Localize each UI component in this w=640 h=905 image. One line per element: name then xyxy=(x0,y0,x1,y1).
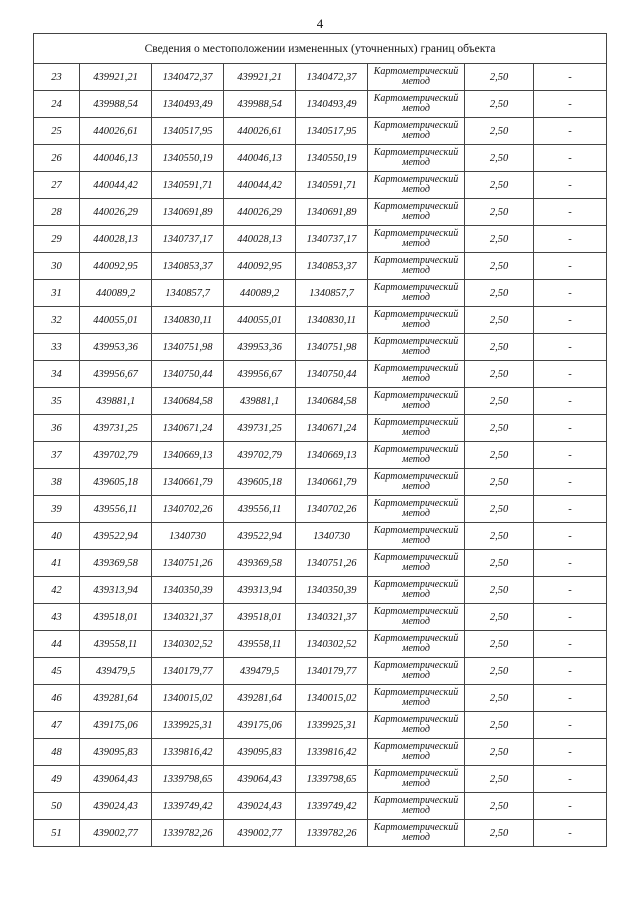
accuracy-cell: 2,50 xyxy=(465,766,534,793)
accuracy-cell: 2,50 xyxy=(465,280,534,307)
y-existing-cell: 1340737,17 xyxy=(152,226,224,253)
description-cell: - xyxy=(534,739,607,766)
accuracy-cell: 2,50 xyxy=(465,145,534,172)
accuracy-cell: 2,50 xyxy=(465,442,534,469)
y-refined-cell: 1340015,02 xyxy=(296,685,368,712)
y-refined-cell: 1340493,49 xyxy=(296,91,368,118)
method-cell: Картометрический метод xyxy=(368,91,465,118)
method-cell: Картометрический метод xyxy=(368,280,465,307)
y-refined-cell: 1340751,98 xyxy=(296,334,368,361)
point-number-cell: 41 xyxy=(34,550,80,577)
y-refined-cell: 1340179,77 xyxy=(296,658,368,685)
table-row xyxy=(34,685,607,712)
table-row xyxy=(34,766,607,793)
point-number-cell: 23 xyxy=(34,64,80,91)
y-refined-cell: 1340830,11 xyxy=(296,307,368,334)
description-cell: - xyxy=(534,91,607,118)
description-cell: - xyxy=(534,64,607,91)
x-existing-cell: 439522,94 xyxy=(80,523,152,550)
x-existing-cell: 440089,2 xyxy=(80,280,152,307)
x-existing-cell: 439024,43 xyxy=(80,793,152,820)
y-refined-cell: 1340302,52 xyxy=(296,631,368,658)
description-cell: - xyxy=(534,712,607,739)
x-existing-cell: 439881,1 xyxy=(80,388,152,415)
table-row xyxy=(34,118,607,145)
x-existing-cell: 439002,77 xyxy=(80,820,152,847)
x-refined-cell: 440092,95 xyxy=(224,253,296,280)
x-existing-cell: 439605,18 xyxy=(80,469,152,496)
point-number-cell: 43 xyxy=(34,604,80,631)
x-refined-cell: 440046,13 xyxy=(224,145,296,172)
method-cell: Картометрический метод xyxy=(368,226,465,253)
y-existing-cell: 1340302,52 xyxy=(152,631,224,658)
y-existing-cell: 1340517,95 xyxy=(152,118,224,145)
description-cell: - xyxy=(534,820,607,847)
x-existing-cell: 440026,29 xyxy=(80,199,152,226)
x-existing-cell: 439064,43 xyxy=(80,766,152,793)
description-cell: - xyxy=(534,172,607,199)
x-existing-cell: 439558,11 xyxy=(80,631,152,658)
description-cell: - xyxy=(534,415,607,442)
point-number-cell: 34 xyxy=(34,361,80,388)
y-refined-cell: 1340550,19 xyxy=(296,145,368,172)
method-cell: Картометрический метод xyxy=(368,388,465,415)
y-existing-cell: 1340550,19 xyxy=(152,145,224,172)
accuracy-cell: 2,50 xyxy=(465,118,534,145)
point-number-cell: 44 xyxy=(34,631,80,658)
description-cell: - xyxy=(534,145,607,172)
x-refined-cell: 439921,21 xyxy=(224,64,296,91)
method-cell: Картометрический метод xyxy=(368,469,465,496)
accuracy-cell: 2,50 xyxy=(465,253,534,280)
y-existing-cell: 1339798,65 xyxy=(152,766,224,793)
y-existing-cell: 1340321,37 xyxy=(152,604,224,631)
point-number-cell: 25 xyxy=(34,118,80,145)
x-refined-cell: 439281,64 xyxy=(224,685,296,712)
method-cell: Картометрический метод xyxy=(368,658,465,685)
x-existing-cell: 439956,67 xyxy=(80,361,152,388)
y-refined-cell: 1339782,26 xyxy=(296,820,368,847)
method-cell: Картометрический метод xyxy=(368,631,465,658)
method-cell: Картометрический метод xyxy=(368,145,465,172)
description-cell: - xyxy=(534,631,607,658)
y-refined-cell: 1339925,31 xyxy=(296,712,368,739)
method-cell: Картометрический метод xyxy=(368,604,465,631)
point-number-cell: 46 xyxy=(34,685,80,712)
point-number-cell: 32 xyxy=(34,307,80,334)
y-existing-cell: 1339816,42 xyxy=(152,739,224,766)
point-number-cell: 37 xyxy=(34,442,80,469)
x-refined-cell: 439988,54 xyxy=(224,91,296,118)
point-number-cell: 30 xyxy=(34,253,80,280)
description-cell: - xyxy=(534,199,607,226)
method-cell: Картометрический метод xyxy=(368,739,465,766)
y-refined-cell: 1340857,7 xyxy=(296,280,368,307)
x-refined-cell: 439369,58 xyxy=(224,550,296,577)
x-refined-cell: 439095,83 xyxy=(224,739,296,766)
x-existing-cell: 440026,61 xyxy=(80,118,152,145)
x-existing-cell: 439313,94 xyxy=(80,577,152,604)
x-existing-cell: 439921,21 xyxy=(80,64,152,91)
description-cell: - xyxy=(534,334,607,361)
table-row xyxy=(34,658,607,685)
x-refined-cell: 439479,5 xyxy=(224,658,296,685)
table-row xyxy=(34,550,607,577)
accuracy-cell: 2,50 xyxy=(465,307,534,334)
x-existing-cell: 439518,01 xyxy=(80,604,152,631)
y-existing-cell: 1340661,79 xyxy=(152,469,224,496)
x-existing-cell: 439095,83 xyxy=(80,739,152,766)
x-refined-cell: 439558,11 xyxy=(224,631,296,658)
table-row xyxy=(34,334,607,361)
accuracy-cell: 2,50 xyxy=(465,199,534,226)
point-number-cell: 28 xyxy=(34,199,80,226)
method-cell: Картометрический метод xyxy=(368,820,465,847)
y-existing-cell: 1340730 xyxy=(152,523,224,550)
table-row xyxy=(34,631,607,658)
description-cell: - xyxy=(534,388,607,415)
table-row xyxy=(34,793,607,820)
y-refined-cell: 1340350,39 xyxy=(296,577,368,604)
boundary-coordinates-table xyxy=(33,33,607,847)
y-refined-cell: 1340853,37 xyxy=(296,253,368,280)
point-number-cell: 33 xyxy=(34,334,80,361)
accuracy-cell: 2,50 xyxy=(465,496,534,523)
x-refined-cell: 440089,2 xyxy=(224,280,296,307)
table-row xyxy=(34,172,607,199)
y-refined-cell: 1339816,42 xyxy=(296,739,368,766)
point-number-cell: 49 xyxy=(34,766,80,793)
y-refined-cell: 1339798,65 xyxy=(296,766,368,793)
table-row xyxy=(34,577,607,604)
section-title: Сведения о местоположении измененных (уточненных) границ объекта xyxy=(34,34,607,64)
method-cell: Картометрический метод xyxy=(368,793,465,820)
method-cell: Картометрический метод xyxy=(368,118,465,145)
accuracy-cell: 2,50 xyxy=(465,361,534,388)
x-refined-cell: 439518,01 xyxy=(224,604,296,631)
table-row xyxy=(34,280,607,307)
accuracy-cell: 2,50 xyxy=(465,712,534,739)
table-row xyxy=(34,91,607,118)
description-cell: - xyxy=(534,496,607,523)
table-row xyxy=(34,253,607,280)
y-existing-cell: 1340671,24 xyxy=(152,415,224,442)
x-existing-cell: 439369,58 xyxy=(80,550,152,577)
method-cell: Картометрический метод xyxy=(368,253,465,280)
x-existing-cell: 439988,54 xyxy=(80,91,152,118)
accuracy-cell: 2,50 xyxy=(465,658,534,685)
y-existing-cell: 1340857,7 xyxy=(152,280,224,307)
description-cell: - xyxy=(534,550,607,577)
table-row xyxy=(34,442,607,469)
x-refined-cell: 439605,18 xyxy=(224,469,296,496)
point-number-cell: 27 xyxy=(34,172,80,199)
x-existing-cell: 439731,25 xyxy=(80,415,152,442)
table-row xyxy=(34,739,607,766)
y-existing-cell: 1340493,49 xyxy=(152,91,224,118)
description-cell: - xyxy=(534,577,607,604)
accuracy-cell: 2,50 xyxy=(465,64,534,91)
x-refined-cell: 440028,13 xyxy=(224,226,296,253)
y-refined-cell: 1339749,42 xyxy=(296,793,368,820)
description-cell: - xyxy=(534,658,607,685)
method-cell: Картометрический метод xyxy=(368,415,465,442)
x-refined-cell: 440044,42 xyxy=(224,172,296,199)
y-refined-cell: 1340684,58 xyxy=(296,388,368,415)
y-existing-cell: 1340751,98 xyxy=(152,334,224,361)
table-row xyxy=(34,64,607,91)
y-existing-cell: 1340472,37 xyxy=(152,64,224,91)
y-refined-cell: 1340472,37 xyxy=(296,64,368,91)
table-row xyxy=(34,820,607,847)
y-refined-cell: 1340750,44 xyxy=(296,361,368,388)
y-refined-cell: 1340751,26 xyxy=(296,550,368,577)
accuracy-cell: 2,50 xyxy=(465,91,534,118)
x-existing-cell: 439281,64 xyxy=(80,685,152,712)
point-number-cell: 35 xyxy=(34,388,80,415)
x-refined-cell: 439702,79 xyxy=(224,442,296,469)
description-cell: - xyxy=(534,469,607,496)
description-cell: - xyxy=(534,226,607,253)
y-existing-cell: 1340591,71 xyxy=(152,172,224,199)
x-refined-cell: 439002,77 xyxy=(224,820,296,847)
method-cell: Картометрический метод xyxy=(368,712,465,739)
method-cell: Картометрический метод xyxy=(368,334,465,361)
point-number-cell: 51 xyxy=(34,820,80,847)
x-existing-cell: 439175,06 xyxy=(80,712,152,739)
y-existing-cell: 1339782,26 xyxy=(152,820,224,847)
y-refined-cell: 1340661,79 xyxy=(296,469,368,496)
point-number-cell: 39 xyxy=(34,496,80,523)
method-cell: Картометрический метод xyxy=(368,64,465,91)
point-number-cell: 31 xyxy=(34,280,80,307)
y-existing-cell: 1340750,44 xyxy=(152,361,224,388)
method-cell: Картометрический метод xyxy=(368,523,465,550)
x-existing-cell: 439702,79 xyxy=(80,442,152,469)
point-number-cell: 45 xyxy=(34,658,80,685)
y-existing-cell: 1340702,26 xyxy=(152,496,224,523)
table-row xyxy=(34,199,607,226)
table-row xyxy=(34,604,607,631)
x-existing-cell: 439953,36 xyxy=(80,334,152,361)
description-cell: - xyxy=(534,766,607,793)
description-cell: - xyxy=(534,307,607,334)
x-refined-cell: 439064,43 xyxy=(224,766,296,793)
method-cell: Картометрический метод xyxy=(368,199,465,226)
x-existing-cell: 440028,13 xyxy=(80,226,152,253)
y-refined-cell: 1340730 xyxy=(296,523,368,550)
point-number-cell: 29 xyxy=(34,226,80,253)
table-row xyxy=(34,415,607,442)
point-number-cell: 24 xyxy=(34,91,80,118)
point-number-cell: 26 xyxy=(34,145,80,172)
x-existing-cell: 440044,42 xyxy=(80,172,152,199)
table-row xyxy=(34,496,607,523)
description-cell: - xyxy=(534,685,607,712)
accuracy-cell: 2,50 xyxy=(465,793,534,820)
y-existing-cell: 1340751,26 xyxy=(152,550,224,577)
y-existing-cell: 1339749,42 xyxy=(152,793,224,820)
y-refined-cell: 1340702,26 xyxy=(296,496,368,523)
y-existing-cell: 1340179,77 xyxy=(152,658,224,685)
y-existing-cell: 1340684,58 xyxy=(152,388,224,415)
accuracy-cell: 2,50 xyxy=(465,604,534,631)
x-existing-cell: 439479,5 xyxy=(80,658,152,685)
x-refined-cell: 440026,61 xyxy=(224,118,296,145)
point-number-cell: 38 xyxy=(34,469,80,496)
accuracy-cell: 2,50 xyxy=(465,469,534,496)
page-number: 4 xyxy=(316,16,324,31)
method-cell: Картометрический метод xyxy=(368,496,465,523)
accuracy-cell: 2,50 xyxy=(465,550,534,577)
accuracy-cell: 2,50 xyxy=(465,334,534,361)
y-refined-cell: 1340669,13 xyxy=(296,442,368,469)
point-number-cell: 36 xyxy=(34,415,80,442)
description-cell: - xyxy=(534,361,607,388)
method-cell: Картометрический метод xyxy=(368,307,465,334)
table-row xyxy=(34,226,607,253)
x-refined-cell: 439175,06 xyxy=(224,712,296,739)
x-refined-cell: 439881,1 xyxy=(224,388,296,415)
x-refined-cell: 439731,25 xyxy=(224,415,296,442)
point-number-cell: 42 xyxy=(34,577,80,604)
y-existing-cell: 1340830,11 xyxy=(152,307,224,334)
accuracy-cell: 2,50 xyxy=(465,523,534,550)
x-refined-cell: 439953,36 xyxy=(224,334,296,361)
table-row xyxy=(34,307,607,334)
method-cell: Картометрический метод xyxy=(368,442,465,469)
accuracy-cell: 2,50 xyxy=(465,739,534,766)
y-existing-cell: 1340853,37 xyxy=(152,253,224,280)
point-number-cell: 40 xyxy=(34,523,80,550)
description-cell: - xyxy=(534,604,607,631)
y-refined-cell: 1340737,17 xyxy=(296,226,368,253)
x-refined-cell: 440055,01 xyxy=(224,307,296,334)
y-existing-cell: 1340669,13 xyxy=(152,442,224,469)
accuracy-cell: 2,50 xyxy=(465,172,534,199)
method-cell: Картометрический метод xyxy=(368,766,465,793)
accuracy-cell: 2,50 xyxy=(465,388,534,415)
x-refined-cell: 439024,43 xyxy=(224,793,296,820)
y-refined-cell: 1340591,71 xyxy=(296,172,368,199)
method-cell: Картометрический метод xyxy=(368,550,465,577)
accuracy-cell: 2,50 xyxy=(465,685,534,712)
x-refined-cell: 439313,94 xyxy=(224,577,296,604)
table-row xyxy=(34,523,607,550)
description-cell: - xyxy=(534,793,607,820)
y-refined-cell: 1340517,95 xyxy=(296,118,368,145)
method-cell: Картометрический метод xyxy=(368,172,465,199)
section-title-row xyxy=(34,34,607,64)
point-number-cell: 48 xyxy=(34,739,80,766)
y-existing-cell: 1340691,89 xyxy=(152,199,224,226)
x-existing-cell: 440055,01 xyxy=(80,307,152,334)
y-existing-cell: 1339925,31 xyxy=(152,712,224,739)
x-refined-cell: 439956,67 xyxy=(224,361,296,388)
accuracy-cell: 2,50 xyxy=(465,820,534,847)
accuracy-cell: 2,50 xyxy=(465,577,534,604)
description-cell: - xyxy=(534,118,607,145)
table-row xyxy=(34,145,607,172)
method-cell: Картометрический метод xyxy=(368,577,465,604)
table-row xyxy=(34,361,607,388)
method-cell: Картометрический метод xyxy=(368,685,465,712)
point-number-cell: 47 xyxy=(34,712,80,739)
description-cell: - xyxy=(534,253,607,280)
y-refined-cell: 1340691,89 xyxy=(296,199,368,226)
table-row xyxy=(34,712,607,739)
accuracy-cell: 2,50 xyxy=(465,631,534,658)
y-existing-cell: 1340350,39 xyxy=(152,577,224,604)
table-row xyxy=(34,388,607,415)
y-refined-cell: 1340321,37 xyxy=(296,604,368,631)
x-refined-cell: 439556,11 xyxy=(224,496,296,523)
accuracy-cell: 2,50 xyxy=(465,415,534,442)
description-cell: - xyxy=(534,280,607,307)
x-existing-cell: 440046,13 xyxy=(80,145,152,172)
x-refined-cell: 439522,94 xyxy=(224,523,296,550)
table-body xyxy=(34,34,607,847)
x-refined-cell: 440026,29 xyxy=(224,199,296,226)
x-existing-cell: 439556,11 xyxy=(80,496,152,523)
description-cell: - xyxy=(534,523,607,550)
y-refined-cell: 1340671,24 xyxy=(296,415,368,442)
point-number-cell: 50 xyxy=(34,793,80,820)
table-row xyxy=(34,469,607,496)
y-existing-cell: 1340015,02 xyxy=(152,685,224,712)
method-cell: Картометрический метод xyxy=(368,361,465,388)
x-existing-cell: 440092,95 xyxy=(80,253,152,280)
description-cell: - xyxy=(534,442,607,469)
accuracy-cell: 2,50 xyxy=(465,226,534,253)
